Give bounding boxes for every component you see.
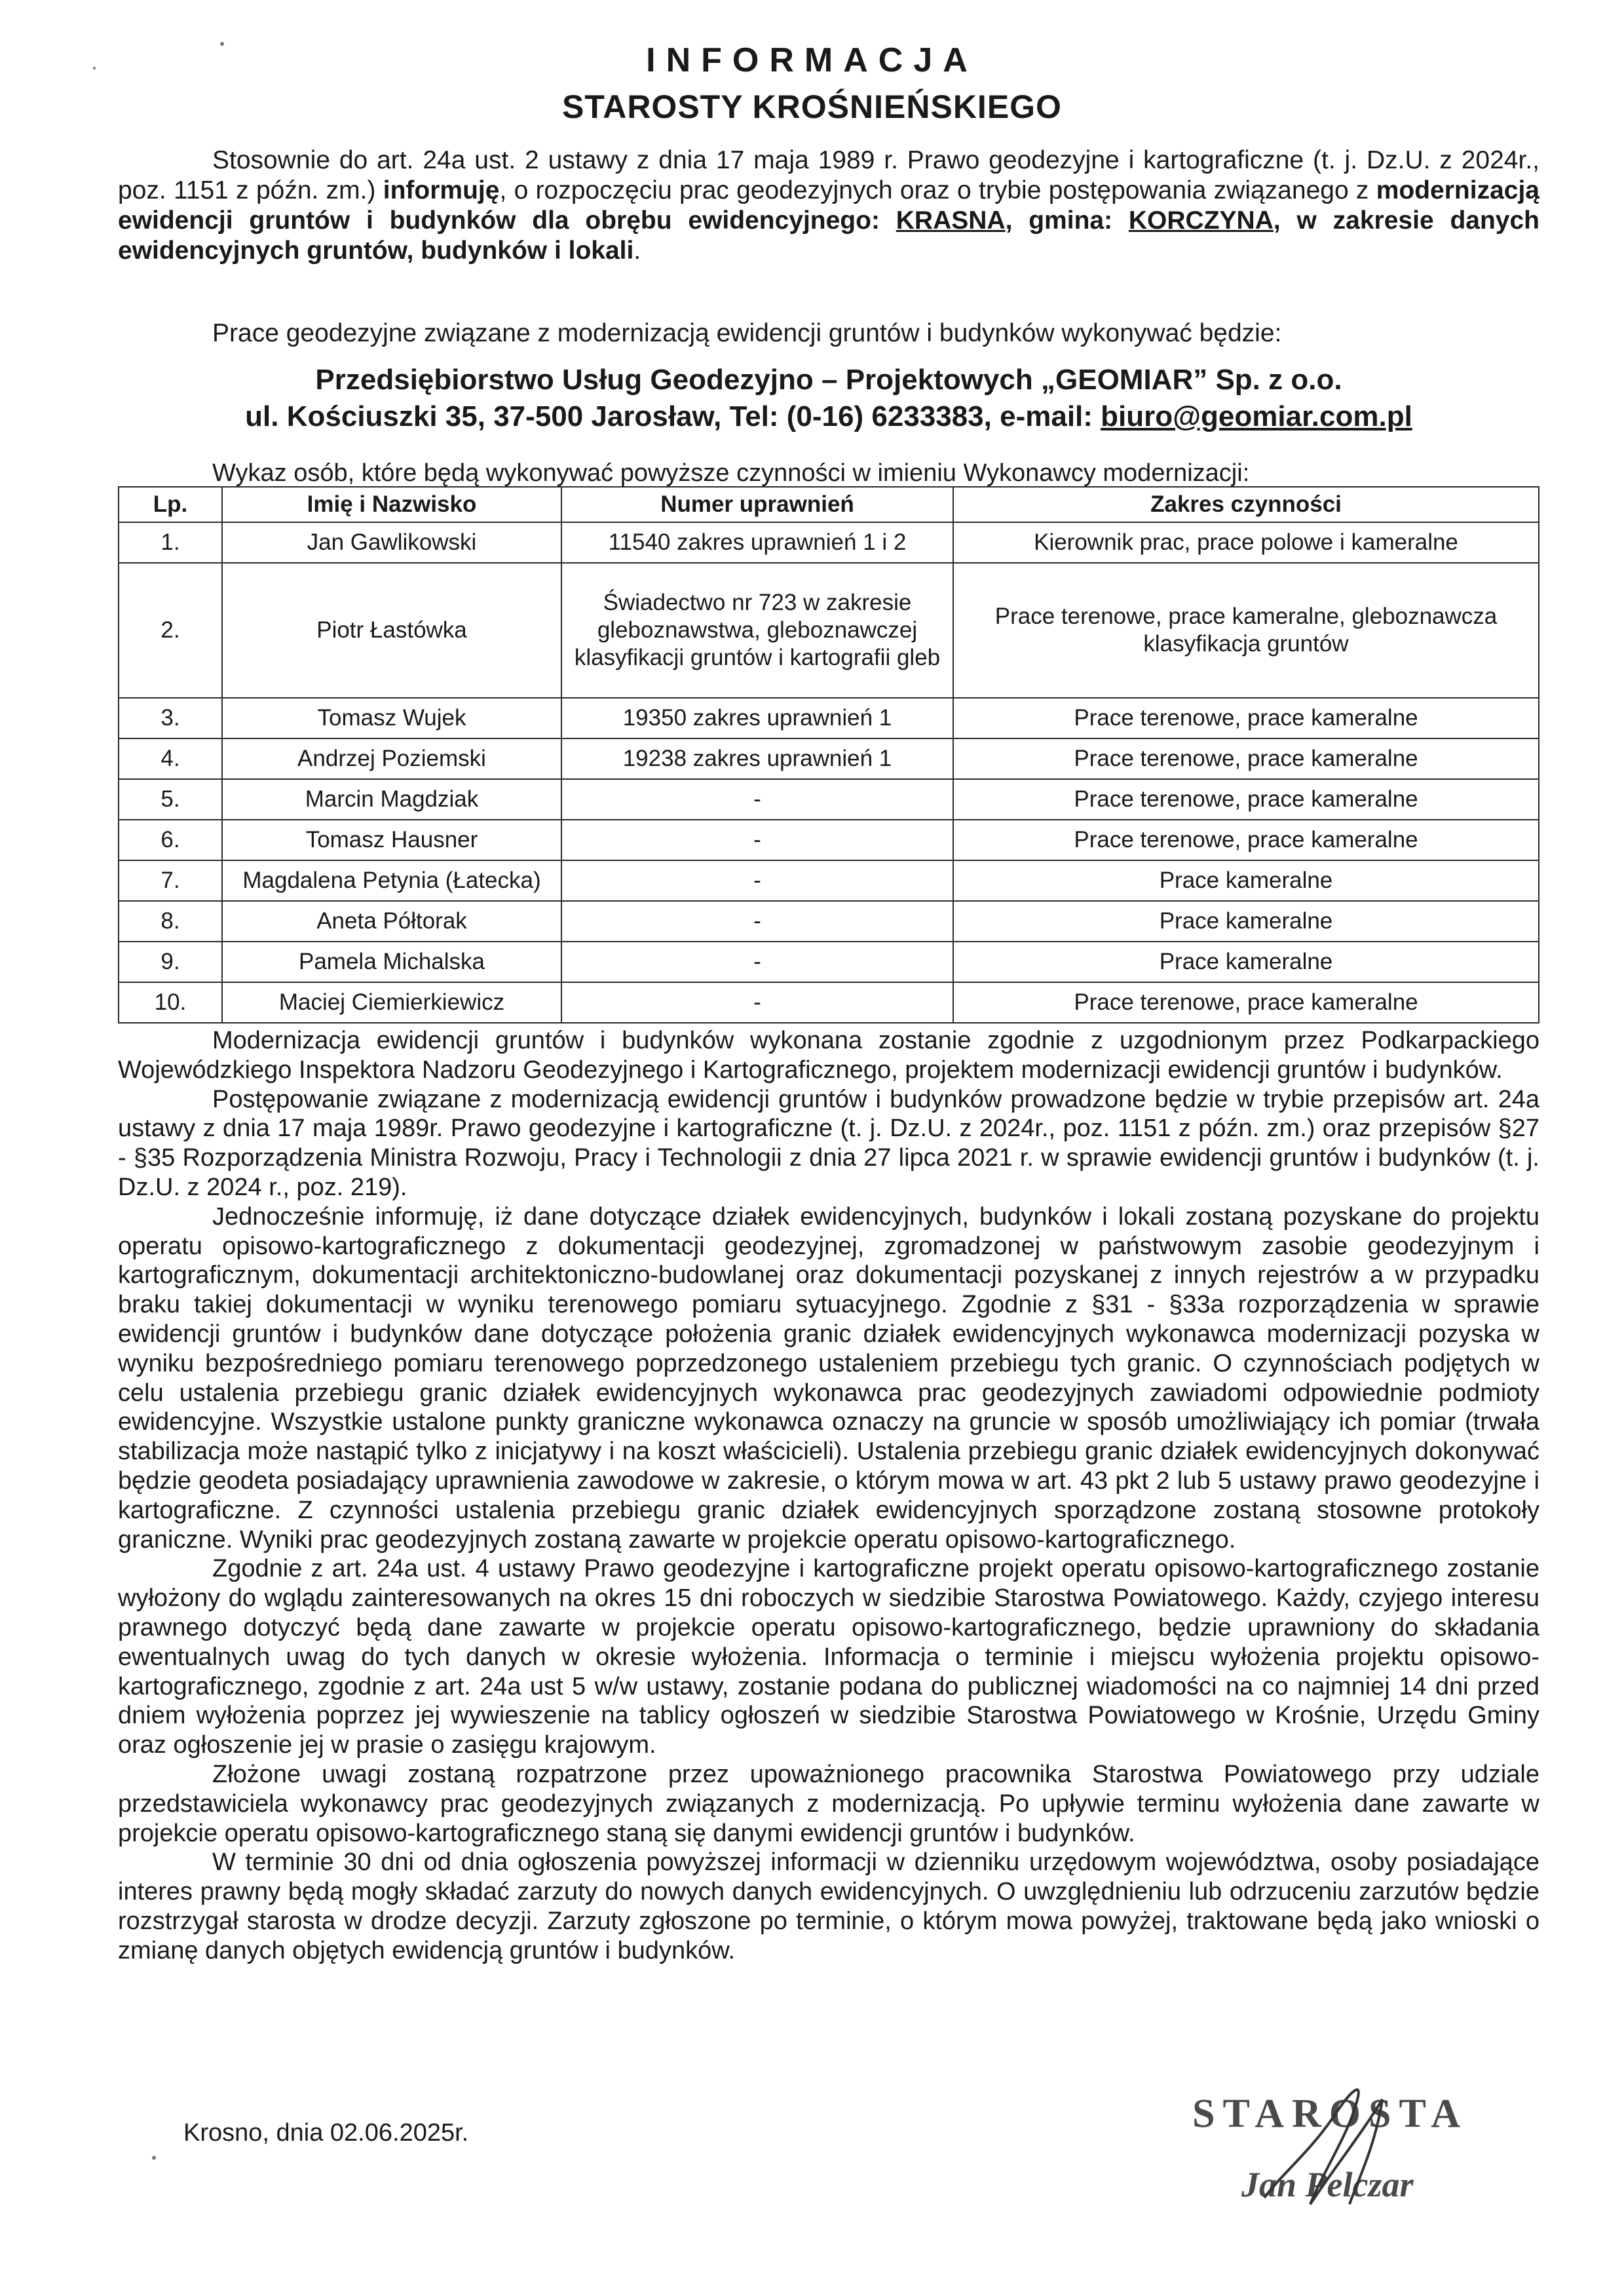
cell-lp: 1. bbox=[119, 522, 222, 563]
table-header-row bbox=[119, 487, 1539, 522]
company-email-link[interactable]: biuro@geomiar.com.pl bbox=[1101, 400, 1412, 432]
stamp-signature-name: Jan Pelczar bbox=[1241, 2165, 1414, 2204]
header-license: Numer uprawnień bbox=[561, 487, 953, 522]
intro-text-3: , o rozpoczęciu prac geodezyjnych oraz o trybie postępowania związanego z bbox=[499, 176, 1376, 204]
cell-license: - bbox=[561, 982, 953, 1023]
company-block bbox=[118, 362, 1539, 435]
cell-scope: Kierownik prac, prace polowe i kameralne bbox=[953, 522, 1539, 563]
table-row bbox=[119, 982, 1539, 1023]
scan-speck bbox=[152, 2156, 156, 2160]
cell-name: Tomasz Wujek bbox=[222, 698, 561, 738]
cell-name: Andrzej Poziemski bbox=[222, 738, 561, 779]
table-row bbox=[119, 860, 1539, 901]
paragraph: Zgodnie z art. 24a ust. 4 ustawy Prawo geodezyjne i kartograficzne projekt operatu opisowo-kartograficznego zostanie wyłożony do wglądu zainteresowanych na okres 15 dni roboczych w siedzibie Starostwa Powiatowego. Każdy, czyjego interesu prawnego dotyczyć będą dane zawarte w projekcie operatu opisowo-kartograficznego, będzie uprawniony do składania ewentualnych uwag do tych danych w okresie wyłożenia. Informacja o terminie i miejscu wyłożenia projektu opisowo-kartograficznego, zgodnie z art. 24a ust 5 w/w ustawy, zostanie podana do publicznej wiadomości na co najmniej 14 dni przed dniem wyłożenia poprzez jej wywieszenie na tablicy ogłoszeń w siedzibie Starostwa Powiatowego w Krośnie, Urzędu Gminy oraz ogłoszenie jej w prasie o zasięgu krajowym. bbox=[118, 1555, 1539, 1759]
document-title: INFORMACJA bbox=[646, 41, 978, 79]
obreb-name: KRASNA bbox=[896, 206, 1006, 235]
cell-lp: 7. bbox=[119, 860, 222, 901]
cell-lp: 10. bbox=[119, 982, 222, 1023]
stamp-title: STAROSTA bbox=[1192, 2092, 1469, 2136]
table-row bbox=[119, 779, 1539, 820]
scan-speck bbox=[220, 42, 224, 46]
cell-license: - bbox=[561, 820, 953, 860]
document-subtitle: STAROSTY KROŚNIEŃSKIEGO bbox=[562, 88, 1062, 125]
header-lp: Lp. bbox=[119, 487, 222, 522]
cell-license: - bbox=[561, 901, 953, 942]
cell-lp: 2. bbox=[119, 563, 222, 698]
cell-scope: Prace terenowe, prace kameralne bbox=[953, 779, 1539, 820]
paragraph: Złożone uwagi zostaną rozpatrzone przez upoważnionego pracownika Starostwa Powiatowego przy udziale przedstawiciela wykonawcy prac geodezyjnych związanych z modernizacją. Po upływie terminu wyłożenia dane zawarte w projekcie operatu opisowo-kartograficznego staną się danymi ewidencji gruntów i budynków. bbox=[118, 1760, 1539, 1847]
cell-scope: Prace terenowe, prace kameralne bbox=[953, 820, 1539, 860]
intro-text-1: Stosownie do art. 24a ust. 2 ustawy z dnia 17 maja 1989 r. Prawo geodezyjne i kartograficzne (t. j. Dz.U. z 2024r., poz. 1151 z późn. zm.) bbox=[118, 146, 1539, 204]
intro-text-8: , w zakresie danych ewidencyjnych gruntów, budynków i lokali bbox=[118, 206, 1539, 265]
cell-scope: Prace terenowe, prace kameralne, gleboznawcza klasyfikacja gruntów bbox=[953, 563, 1539, 698]
cell-scope: Prace terenowe, prace kameralne bbox=[953, 982, 1539, 1023]
table-row bbox=[119, 942, 1539, 982]
cell-name: Maciej Ciemierkiewicz bbox=[222, 982, 561, 1023]
cell-license: - bbox=[561, 860, 953, 901]
paragraph: W terminie 30 dni od dnia ogłoszenia powyższej informacji w dzienniku urzędowym województwa, osoby posiadające interes prawny będą mogły składać zarzuty do nowych danych ewidencyjnych. O uwzględnieniu lub odrzuceniu zarzutów będzie rozstrzygał starosta w drodze decyzji. Zarzuty zgłoszone po terminie, o którym mowa powyżej, traktowane będą jako wnioski o zmianę danych objętych ewidencją gruntów i budynków. bbox=[118, 1848, 1539, 1964]
starosta-stamp-signature bbox=[1186, 2073, 1487, 2211]
cell-scope: Prace kameralne bbox=[953, 860, 1539, 901]
cell-scope: Prace terenowe, prace kameralne bbox=[953, 698, 1539, 738]
gmina-name: KORCZYNA bbox=[1128, 206, 1274, 235]
cell-lp: 9. bbox=[119, 942, 222, 982]
intro-paragraph bbox=[118, 145, 1539, 266]
header-scope: Zakres czynności bbox=[953, 487, 1539, 522]
cell-license: 11540 zakres uprawnień 1 i 2 bbox=[561, 522, 953, 563]
cell-lp: 4. bbox=[119, 738, 222, 779]
cell-name: Pamela Michalska bbox=[222, 942, 561, 982]
table-row bbox=[119, 522, 1539, 563]
cell-name: Aneta Półtorak bbox=[222, 901, 561, 942]
company-contact bbox=[118, 398, 1539, 435]
intro-text-6: , gmina: bbox=[1005, 206, 1129, 235]
company-name: Przedsiębiorstwo Usług Geodezyjno – Projektowych „GEOMIAR” Sp. z o.o. bbox=[315, 364, 1342, 396]
cell-license: - bbox=[561, 942, 953, 982]
cell-name: Piotr Łastówka bbox=[222, 563, 561, 698]
scan-speck bbox=[93, 67, 96, 69]
cell-name: Marcin Magdziak bbox=[222, 779, 561, 820]
table-caption: Wykaz osób, które będą wykonywać powyższe czynności w imieniu Wykonawcy modernizacji: bbox=[212, 459, 1250, 487]
cell-name: Tomasz Hausner bbox=[222, 820, 561, 860]
table-row bbox=[119, 820, 1539, 860]
staff-table bbox=[118, 486, 1539, 1024]
cell-license: - bbox=[561, 779, 953, 820]
table-row bbox=[119, 698, 1539, 738]
contractor-intro: Prace geodezyjne związane z modernizacją ewidencji gruntów i budynków wykonywać będzie: bbox=[212, 319, 1282, 347]
table-row bbox=[119, 563, 1539, 698]
cell-scope: Prace terenowe, prace kameralne bbox=[953, 738, 1539, 779]
cell-name: Magdalena Petynia (Łatecka) bbox=[222, 860, 561, 901]
table-row bbox=[119, 738, 1539, 779]
place-date: Krosno, dnia 02.06.2025r. bbox=[183, 2119, 469, 2147]
cell-lp: 8. bbox=[119, 901, 222, 942]
paragraph: Modernizacja ewidencji gruntów i budynków wykonana zostanie zgodnie z uzgodnionym przez Podkarpackiego Wojewódzkiego Inspektora Nadzoru Geodezyjnego i Kartograficznego, projektem modernizacji ewidencji gruntów i budynków. bbox=[118, 1027, 1539, 1084]
intro-text-2: informuję bbox=[383, 176, 500, 204]
header-name: Imię i Nazwisko bbox=[222, 487, 561, 522]
paragraph: Postępowanie związane z modernizacją ewidencji gruntów i budynków prowadzone będzie w trybie przepisów art. 24a ustawy z dnia 17 maja 1989r. Prawo geodezyjne i kartograficzne (t. j. Dz.U. z 2024r., poz. 1151 z późn. zm.) oraz przepisów §27 - §35 Rozporządzenia Ministra Rozwoju, Pracy i Technologii z dnia 27 lipca 2021 r. w sprawie ewidencji gruntów i budynków (t. j. Dz.U. z 2024 r., poz. 219). bbox=[118, 1085, 1539, 1201]
company-address: ul. Kościuszki 35, 37-500 Jarosław, Tel: (0-16) 6233383, e-mail: bbox=[245, 400, 1101, 432]
cell-scope: Prace kameralne bbox=[953, 901, 1539, 942]
cell-license: Świadectwo nr 723 w zakresie gleboznawstwa, gleboznawczej klasyfikacji gruntów i kartografii gleb bbox=[561, 563, 953, 698]
cell-name: Jan Gawlikowski bbox=[222, 522, 561, 563]
intro-text-4: modernizacją ewidencji gruntów i budynków dla obrębu ewidencyjnego: bbox=[118, 176, 1539, 235]
paragraph: Jednocześnie informuję, iż dane dotyczące działek ewidencyjnych, budynków i lokali zostaną pozyskane do projektu operatu opisowo-kartograficznego z dokumentacji geodezyjnej, zgromadzonej w państwowym zasobie geodezyjnym i kartograficznym, dokumentacji architektoniczno-budowlanej oraz dokumentacji pozyskanej z innych rejestrów a w przypadku braku takiej dokumentacji w wyniku terenowego pomiaru sytuacyjnego. Zgodnie z §31 - §33a rozporządzenia w sprawie ewidencji gruntów i budynków dane dotyczące położenia granic działek ewidencyjnych wykonawca modernizacji pozyska w wyniku bezpośredniego pomiaru terenowego poprzedzonego ustaleniem przebiegu tych granic. O czynnościach podjętych w celu ustalenia przebiegu granic działek ewidencyjnych wykonawca prac geodezyjnych zawiadomi odpowiednie podmioty ewidencyjne. Wszystkie ustalone punkty graniczne wykonawca oznaczy na gruncie w sposób umożliwiający ich pomiar (trwała stabilizacja może nastąpić tylko z inicjatywy i na koszt właścicieli). Ustalenia przebiegu granic działek ewidencyjnych dokonywać będzie geodeta posiadający uprawnienia zawodowe w zakresie, o którym mowa w art. 43 pkt 2 lub 5 ustawy prawo geodezyjne i kartograficzne. Z czynności ustalenia przebiegu granic działek ewidencyjnych sporządzone zostaną stosowne protokoły graniczne. Wyniki prac geodezyjnych zostaną zawarte w projekcie operatu opisowo-kartograficznego. bbox=[118, 1202, 1539, 1554]
cell-license: 19238 zakres uprawnień 1 bbox=[561, 738, 953, 779]
cell-lp: 6. bbox=[119, 820, 222, 860]
cell-lp: 3. bbox=[119, 698, 222, 738]
cell-license: 19350 zakres uprawnień 1 bbox=[561, 698, 953, 738]
table-row bbox=[119, 901, 1539, 942]
cell-scope: Prace kameralne bbox=[953, 942, 1539, 982]
body-text bbox=[118, 1026, 1539, 1966]
cell-lp: 5. bbox=[119, 779, 222, 820]
intro-text-9: . bbox=[633, 237, 641, 265]
